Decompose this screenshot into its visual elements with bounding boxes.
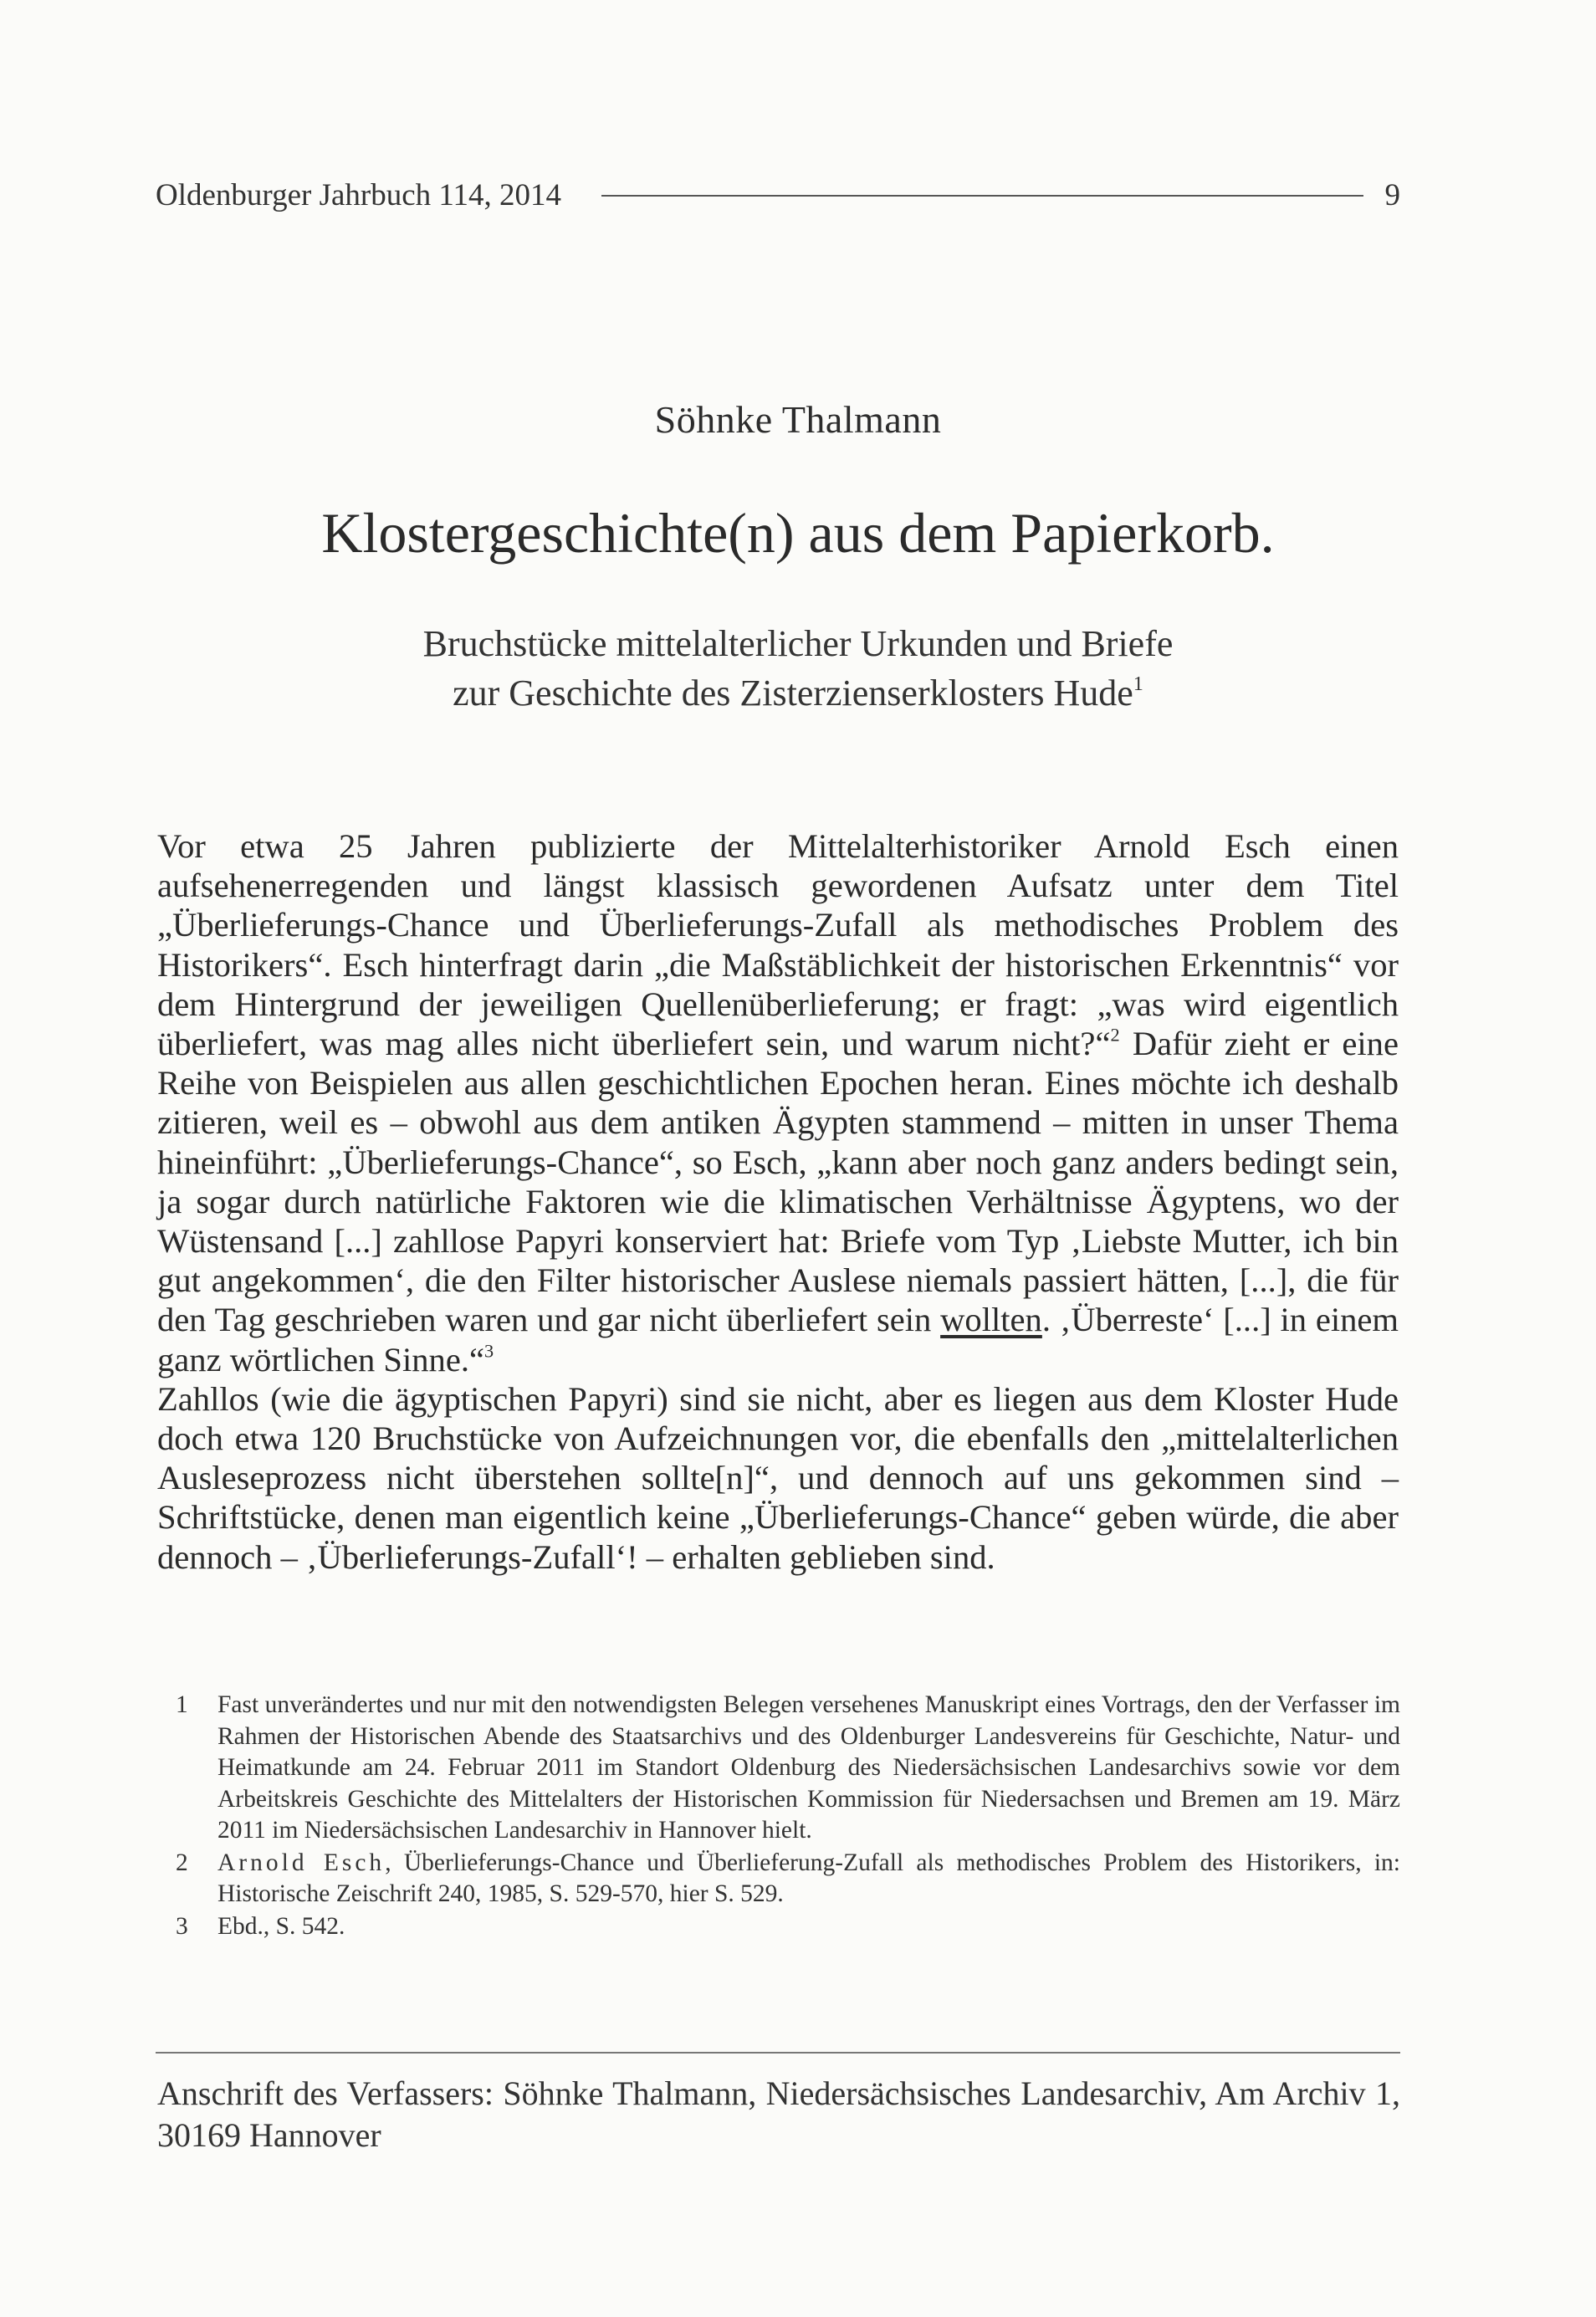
footnote-ref-3[interactable]: 3 (484, 1339, 494, 1361)
paragraph-1-part-c: . ‚Überreste‘ [...] in einem ganz wörtlichen Sinne.“ (157, 1301, 1399, 1378)
underlined-word: wollten (940, 1301, 1042, 1339)
paragraph-1-part-b: Dafür zieht er eine Reihe von Beispielen aus allen geschichtlichen Epochen heran. Eines möchte ich deshalb zitieren, weil es – obwohl aus dem antiken Ägypten stammend – mitten in unser Thema hineinführt: „Überlieferungs-Chance“, so Esch, „kann aber noch ganz anders bedingt sein, ja sogar durch natürliche Faktoren wie die klimatischen Verhältnisse Ägyptens, wo der Wüstensand [...] zahllose Papyri konserviert hat: Briefe vom Typ ‚Liebste Mutter, ich bin gut angekommen‘, die den Filter historischer Auslese niemals passiert hätten, [...], die für den Tag geschrieben waren und gar nicht überliefert sein (157, 1025, 1399, 1339)
footnote (176, 1848, 1400, 1910)
footnotes (176, 1690, 1400, 1943)
footnote-text: Ebd., S. 542. (217, 1912, 345, 1940)
cited-author: Arnold Esch (217, 1849, 386, 1876)
article-title: Klostergeschichte(n) aus dem Papierkorb. (321, 501, 1275, 565)
author-address: Anschrift des Verfassers: Söhnke Thalmann, Niedersächsisches Landesarchiv, Am Archiv 1, 30169 Hannover (157, 2074, 1400, 2154)
footnote-text: Fast unverändertes und nur mit den notwendigsten Belegen versehenes Manuskript eines Vortrags, den der Verfasser im Rahmen der Historischen Abende des Staatsarchivs und des Oldenburger Landesvereins für Geschichte, Natur- und Heimatkunde am 24. Februar 2011 im Standort Oldenburg des Niedersächsischen Landesarchivs sowie vor dem Arbeitskreis Geschichte des Mittelalters der Historischen Kommission für Niedersachsen und Bremen am 19. März 2011 im Niedersächsischen Landesarchiv in Hannover hielt. (217, 1691, 1400, 1844)
address-divider (156, 2052, 1400, 2054)
footnote-ref-1[interactable]: 1 (1133, 672, 1143, 695)
footnote-number: 3 (176, 1912, 188, 1940)
page-number: 9 (1384, 178, 1400, 212)
paragraph-1-part-a: Vor etwa 25 Jahren publizierte der Mittelalterhistoriker Arnold Esch einen aufsehenerregenden und längst klassisch gewordenen Aufsatz unter dem Titel „Überlieferungs-Chance und Überlieferungs-Zufall als methodisches Problem des Historikers“. Esch hinterfragt darin „die Maßstäblichkeit der historischen Erkenntnis“ vor dem Hintergrund der jeweiligen Quellenüberlieferung; er fragt: „was wird eigentlich überliefert, was mag alles nicht überliefert sein, und warum nicht?“ (157, 827, 1399, 1063)
article-subtitle (0, 619, 1596, 718)
subtitle-line-2 (0, 668, 1596, 718)
citation-text: , Überlieferungs-Chance und Überlieferung-Zufall als methodisches Problem des Historikers, in: Historische Zeischrift 240, 1985, S. 529-570, hier S. 529. (217, 1849, 1400, 1907)
paragraph-2: Zahllos (wie die ägyptischen Papyri) sind sie nicht, aber es liegen aus dem Kloster Hude doch etwa 120 Bruchstücke von Aufzeichnungen vor, die ebenfalls den „mittelalterlichen Ausleseprozess nicht überstehen sollte[n]“, und dennoch auf uns gekommen sind – Schriftstücke, denen man eigentlich keine „Überlieferungs-Chance“ geben würde, die aber dennoch – ‚Überlieferungs-Zufall‘! – erhalten geblieben sind. (157, 1379, 1399, 1576)
footnote-text (217, 1848, 1400, 1910)
paragraph-1 (157, 826, 1399, 1379)
journal-title: Oldenburger Jahrbuch 114, 2014 (156, 178, 562, 212)
footnote-ref-2[interactable]: 2 (1110, 1024, 1120, 1046)
article-author: Söhnke Thalmann (654, 398, 942, 441)
footnote (176, 1690, 1400, 1847)
footnote (176, 1911, 1400, 1943)
footnote-number: 2 (176, 1849, 188, 1876)
article-body (157, 826, 1399, 1577)
header-rule (601, 195, 1363, 197)
subtitle-line-2-text: zur Geschichte des Zisterzienserklosters Hude (453, 673, 1133, 714)
running-header (156, 177, 1400, 213)
footnote-number: 1 (176, 1691, 188, 1718)
subtitle-line-1: Bruchstücke mittelalterlicher Urkunden und Briefe (422, 623, 1174, 664)
